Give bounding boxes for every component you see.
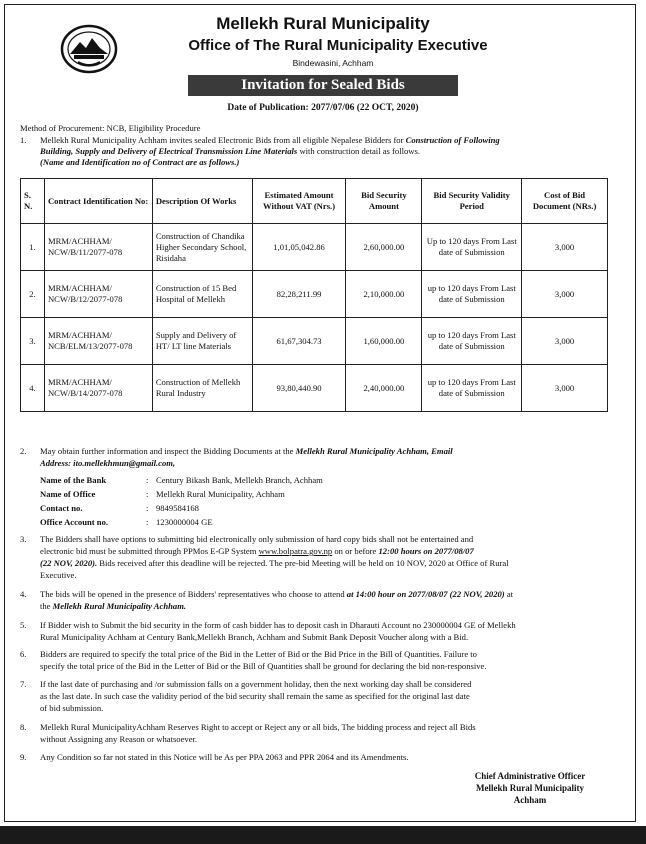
para-3-number: 3. — [20, 534, 27, 544]
para-1-note: (Name and Identification no of Contract are as follows.) — [40, 157, 240, 167]
para-3-deadline-date: (22 NOV, 2020). — [40, 558, 98, 568]
cell-security: 2,40,000.00 — [346, 365, 422, 412]
para-6-number: 6. — [20, 649, 27, 659]
para-3-text-3: Bids received after this deadline will be rejected. The pre-bid Meeting will be held on 10 NOV, 2020 at Office of Rural — [99, 558, 509, 568]
header-sn: S. N. — [21, 179, 45, 224]
cell-security: 2,60,000.00 — [346, 224, 422, 271]
org-title: Mellekh Rural Municipality — [216, 14, 430, 33]
para-1-line-2 — [40, 146, 420, 157]
para-3-line-1: The Bidders shall have options to submitting bid electronically only submission of hard copy bids shall not be entertained and — [40, 534, 474, 544]
cell-sn: 2. — [21, 271, 45, 318]
para-3-text: electronic bid must be submitted through PPMos E-GP System — [40, 546, 257, 556]
para-1-tail: with construction detail as follows. — [299, 146, 420, 156]
cell-validity: up to 120 days From Last date of Submission — [422, 318, 522, 365]
para-6-line-1: Bidders are required to specify the total price of the Bid in the Letter of Bid or the Bid Price in the Bill of Quantities. Failure to — [40, 649, 477, 659]
cell-amount: 93,80,440.90 — [252, 365, 346, 412]
para-3-line-4: Executive. — [40, 570, 77, 580]
para-3-deadline: 12:00 hours on 2077/08/07 — [378, 546, 474, 556]
cell-contract-id: MRM/ACHHAM/ NCB/ELM/13/2077-078 — [44, 318, 152, 365]
para-4-line-2 — [40, 601, 186, 612]
office-value: Mellekh Rural Municipality, Achham — [156, 489, 285, 499]
bank-label: Name of the Bank — [40, 475, 107, 485]
para-1-line-1 — [40, 135, 620, 146]
cell-sn: 3. — [21, 318, 45, 365]
colon: : — [146, 517, 149, 527]
bolpatra-link[interactable]: www.bolpatra.gov.np — [258, 546, 333, 556]
cell-sn: 4. — [21, 365, 45, 412]
cell-amount: 1,01,05,042.86 — [252, 224, 346, 271]
para-4-opening-time: at 14:00 hour on 2077/08/07 (22 NOV, 2020) — [346, 589, 505, 599]
cell-amount: 61,67,304.73 — [252, 318, 346, 365]
notice-banner: Invitation for Sealed Bids — [188, 75, 458, 96]
cell-description: Supply and Delivery of HT/ LT line Materials — [152, 318, 252, 365]
cell-validity: Up to 120 days From Last date of Submission — [422, 224, 522, 271]
cell-description: Construction of Chandika Higher Secondary School, Risidaha — [152, 224, 252, 271]
para-9-number: 9. — [20, 752, 27, 762]
para-2-office: Mellekh Rural Municipality Achham, Email — [295, 446, 453, 456]
para-1-text: Mellekh Rural Municipality Achham invites sealed Electronic Bids from all eligible Nepalese Bidders for — [40, 135, 404, 145]
para-8-number: 8. — [20, 722, 27, 732]
cell-amount: 82,28,211.99 — [252, 271, 346, 318]
para-4-text-3: the — [40, 601, 51, 611]
office-title: Office of The Rural Municipality Executive — [188, 37, 488, 54]
cell-description: Construction of 15 Bed Hospital of Mellekh — [152, 271, 252, 318]
cell-cost: 3,000 — [522, 318, 608, 365]
para-2-text: May obtain further information and inspect the Bidding Documents at the — [40, 446, 294, 456]
para-6-line-2: specify the total price of the Bid in the Letter of Bid or the Bill of Quantities shall be ground for declaring the bid non-responsive. — [40, 661, 487, 671]
table-header-row — [21, 179, 608, 224]
para-1-number: 1. — [20, 135, 27, 145]
para-5-number: 5. — [20, 620, 27, 630]
para-8-line-1: Mellekh Rural MunicipalityAchham Reserves Right to accept or Reject any or all bids, The bidding process and reject all Bids — [40, 722, 476, 732]
signatory-block — [455, 770, 605, 806]
para-7-line-2: as the last date. In such case the validity period of the bid security shall remain the same as specified for the original last date — [40, 691, 470, 701]
cell-validity: up to 120 days From Last date of Submission — [422, 271, 522, 318]
cell-contract-id: MRM/ACHHAM/ NCW/B/14/2077-078 — [44, 365, 152, 412]
colon: : — [146, 503, 149, 513]
signatory-org: Mellekh Rural Municipality — [476, 783, 584, 793]
para-3-line-3 — [40, 558, 509, 569]
para-2-number: 2. — [20, 446, 27, 456]
cell-sn: 1. — [21, 224, 45, 271]
signatory-place: Achham — [513, 795, 547, 805]
para-7-number: 7. — [20, 679, 27, 689]
para-3-line-2 — [40, 546, 474, 557]
header-bid-security: Bid Security Amount — [346, 179, 422, 224]
colon: : — [146, 489, 149, 499]
procurement-method: Method of Procurement: NCB, Eligibility Procedure — [20, 123, 201, 133]
para-5-line-2: Rural Municipality Achham at Century Bank,Mellekh Branch, Achham and Submit Bank Deposit Voucher along with a Bid. — [40, 632, 469, 642]
signatory-title: Chief Administrative Officer — [474, 771, 586, 781]
para-7-line-3: of bid submission. — [40, 703, 104, 713]
contact-label: Contact no. — [40, 503, 83, 513]
para-4-venue: Mellekh Rural Municipality Achham. — [52, 601, 187, 611]
para-2-email: Address: ito.mellekhmun@gmail.com, — [40, 458, 176, 468]
para-1-emphasis: Construction of Following — [405, 135, 500, 145]
para-2-line-1 — [40, 446, 453, 457]
header-validity: Bid Security Validity Period — [422, 179, 522, 224]
cell-description: Construction of Mellekh Rural Industry — [152, 365, 252, 412]
cell-security: 2,10,000.00 — [346, 271, 422, 318]
office-location: Bindewasini, Achham — [292, 58, 374, 68]
contact-value: 9849584168 — [156, 503, 199, 513]
para-4-line-1 — [40, 589, 513, 600]
colon: : — [146, 475, 149, 485]
cell-cost: 3,000 — [522, 271, 608, 318]
office-label: Name of Office — [40, 489, 96, 499]
bids-table — [20, 178, 608, 412]
publication-date: Date of Publication: 2077/07/06 (22 OCT, 2020) — [227, 103, 419, 113]
para-5-line-1: If Bidder wish to Submit the bid security in the form of cash bidder has to deposit cash in Dharauti Account no 230000004 GE of Mellekh — [40, 620, 516, 630]
header-contract-id: Contract Identification No: — [44, 179, 152, 224]
para-8-line-2: without Assigning any Reason or whatsoever. — [40, 734, 198, 744]
table-row — [21, 365, 608, 412]
cell-cost: 3,000 — [522, 224, 608, 271]
para-4-number: 4. — [20, 589, 27, 599]
para-4-text: The bids will be opened in the presence of Bidders' representatives who choose to attend — [40, 589, 345, 599]
cell-contract-id: MRM/ACHHAM/ NCW/B/11/2077-078 — [44, 224, 152, 271]
header-description: Description Of Works — [152, 179, 252, 224]
table-row — [21, 271, 608, 318]
table-row — [21, 318, 608, 365]
para-4-text-2: at — [506, 589, 514, 599]
header-estimated-amount: Estimated Amount Without VAT (Nrs.) — [252, 179, 346, 224]
account-value: 1230000004 GE — [156, 517, 213, 527]
cell-validity: up to 120 days From Last date of Submission — [422, 365, 522, 412]
cell-cost: 3,000 — [522, 365, 608, 412]
para-1-works: Building, Supply and Delivery of Electrical Transmission Line Materials — [40, 146, 298, 156]
table-row — [21, 224, 608, 271]
cell-security: 1,60,000.00 — [346, 318, 422, 365]
para-7-line-1: If the last date of purchasing and /or submission falls on a government holiday, then the next working day shall be considered — [40, 679, 472, 689]
header-doc-cost: Cost of Bid Document (NRs.) — [522, 179, 608, 224]
scan-edge — [0, 826, 646, 844]
bank-value: Century Bikash Bank, Mellekh Branch, Achham — [156, 475, 323, 485]
para-3-text-2: on or before — [334, 546, 377, 556]
cell-contract-id: MRM/ACHHAM/ NCW/B/12/2077-078 — [44, 271, 152, 318]
account-label: Office Account no. — [40, 517, 109, 527]
para-9-line-1: Any Condition so far not stated in this Notice will be As per PPA 2063 and PPR 2064 and its Amendments. — [40, 752, 409, 762]
